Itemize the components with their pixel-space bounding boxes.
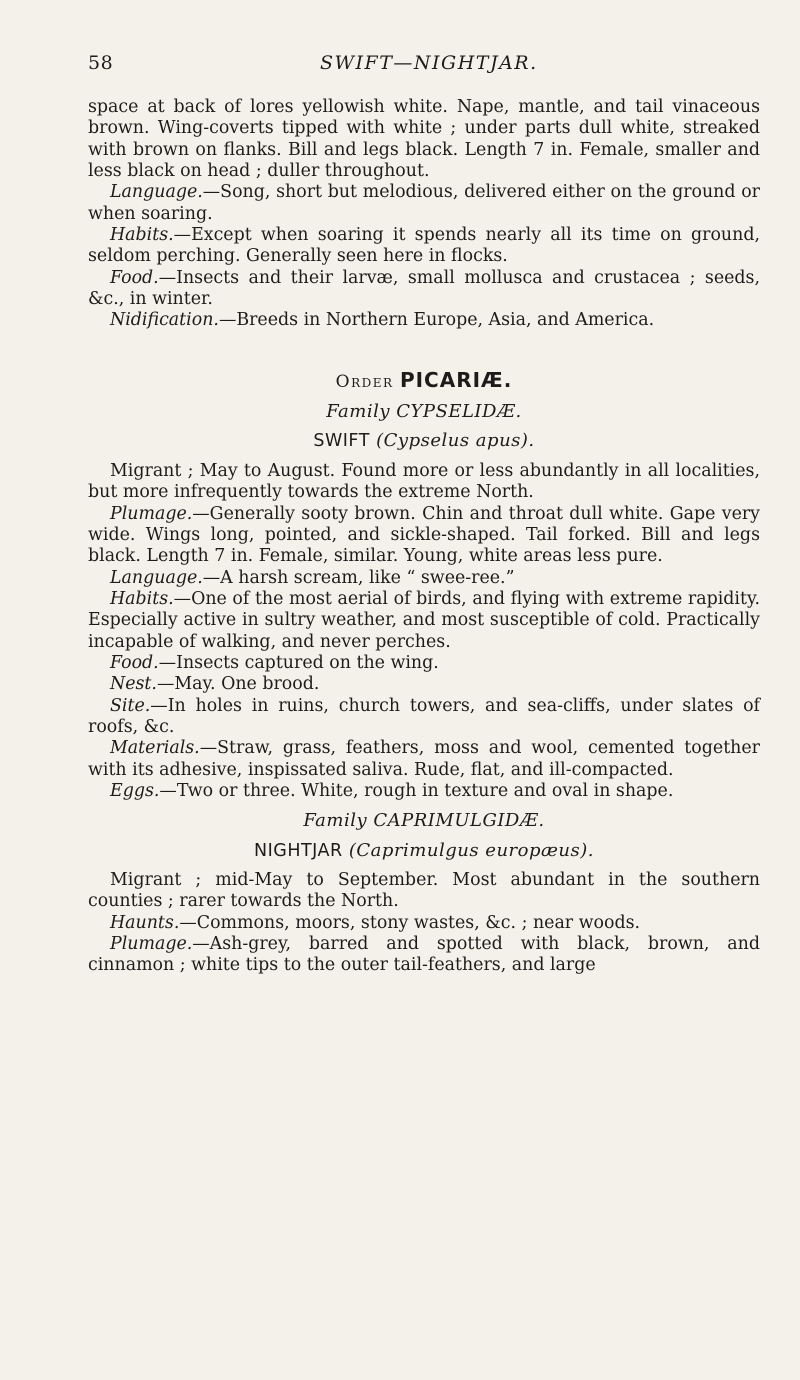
page-header — [0, 52, 800, 78]
running-title: SWIFT—NIGHTJAR. — [320, 52, 538, 74]
site-text: —In holes in ruins, church towers, and sea-cliffs, under slates of roofs, &c. — [88, 695, 760, 737]
habits-paragraph — [88, 225, 760, 268]
heading-gap — [88, 802, 760, 810]
haunts-paragraph — [88, 913, 760, 934]
materials-text: —Straw, grass, feathers, moss and wool, cemented together with its adhesive, inspissated saliva. Rude, flat, and ill-compacted. — [88, 738, 760, 780]
eggs-label: Eggs. — [110, 780, 160, 801]
plumage-label: Plumage. — [110, 934, 193, 955]
habits-label: Habits. — [110, 225, 174, 246]
habits-paragraph — [88, 589, 760, 653]
plumage-text: —Generally sooty brown. Chin and throat dull white. Gape very wide. Wings long, pointed, and sickle-shaped. Tail forked. Bill and legs black. Length 7 in. Female, similar. Young, white areas less pure. — [88, 503, 760, 567]
section-gap — [88, 332, 760, 370]
food-label: Food. — [110, 652, 159, 673]
species-heading-nightjar — [88, 840, 760, 862]
nest-paragraph — [88, 674, 760, 695]
heading-gap — [88, 422, 760, 430]
materials-label: Materials. — [110, 738, 200, 759]
plumage-paragraph — [88, 504, 760, 568]
food-text: —Insects captured on the wing. — [158, 652, 439, 673]
haunts-label: Haunts. — [110, 912, 180, 933]
nidification-text: —Breeds in Northern Europe, Asia, and America. — [218, 310, 655, 331]
plumage-label: Plumage. — [110, 503, 193, 524]
site-label: Site. — [110, 695, 151, 716]
order-name: PICARIÆ. — [399, 367, 513, 392]
species-common-name: SWIFT — [313, 431, 370, 452]
nidification-label: Nidification. — [110, 310, 219, 331]
plumage-text: —Ash-grey, barred and spotted with black, brown, and cinnamon ; white tips to the outer tail-feathers, and large — [88, 934, 760, 976]
status-paragraph: Migrant ; mid-May to September. Most abundant in the southern counties ; rarer towards the North. — [88, 870, 760, 912]
status-paragraph: Migrant ; May to August. Found more or less abundantly in all localities, but more infrequently towards the extreme North. — [88, 460, 760, 503]
continuation-paragraph: space at back of lores yellowish white. Nape, mantle, and tail vinaceous brown. Wing-coverts tipped with white ; under parts dull white, streaked with brown on flanks. Bill and legs black. Length 7 in. Female, smaller and less black on head ; duller throughout. — [88, 97, 760, 182]
language-label: Language. — [110, 567, 203, 588]
language-paragraph — [88, 182, 760, 225]
language-text: —Song, short but melodious, delivered either on the ground or when soaring. — [88, 182, 760, 224]
species-common-name: NIGHTJAR — [254, 840, 343, 861]
language-label: Language. — [110, 182, 203, 203]
food-text: —Insects and their larvæ, small mollusca and crustacea ; seeds, &c., in winter. — [88, 267, 760, 310]
nest-label: Nest. — [110, 674, 157, 695]
order-prefix: Order — [335, 371, 394, 392]
page-number: 58 — [88, 52, 114, 74]
order-heading — [88, 367, 760, 393]
heading-gap — [88, 453, 760, 461]
family-heading-cypselidae: Family CYPSELIDÆ. — [326, 401, 522, 423]
eggs-text: —Two or three. White, rough in texture and oval in shape. — [159, 780, 674, 801]
heading-gap — [88, 862, 760, 870]
haunts-text: —Commons, moors, stony wastes, &c. ; near woods. — [179, 912, 641, 933]
heading-gap — [88, 832, 760, 840]
food-paragraph — [88, 268, 760, 311]
heading-gap — [88, 393, 760, 401]
species-heading-swift — [88, 430, 760, 452]
site-paragraph — [88, 696, 760, 739]
species-scientific-name: (Caprimulgus europæus). — [348, 839, 594, 861]
language-text: —A harsh scream, like “ swee-ree.” — [202, 567, 515, 588]
family-heading-caprimulgidae: Family CAPRIMULGIDÆ. — [303, 810, 545, 832]
materials-paragraph — [88, 738, 760, 781]
nidification-paragraph — [88, 310, 760, 331]
habits-text: —Except when soaring it spends nearly all its time on ground, seldom perching. Generally seen here in flocks. — [88, 225, 760, 267]
habits-label: Habits. — [110, 588, 174, 609]
eggs-paragraph — [88, 781, 760, 802]
page-body — [88, 97, 760, 977]
food-paragraph — [88, 653, 760, 674]
plumage-paragraph — [88, 934, 760, 977]
language-paragraph — [88, 568, 760, 589]
species-scientific-name: (Cypselus apus). — [376, 430, 535, 452]
habits-text: —One of the most aerial of birds, and flying with extreme rapidity. Especially active in sultry weather, and most susceptible of cold. Practically incapable of walking, and never perches. — [88, 588, 760, 652]
food-label: Food. — [110, 267, 159, 288]
nest-text: —May. One brood. — [156, 674, 320, 695]
